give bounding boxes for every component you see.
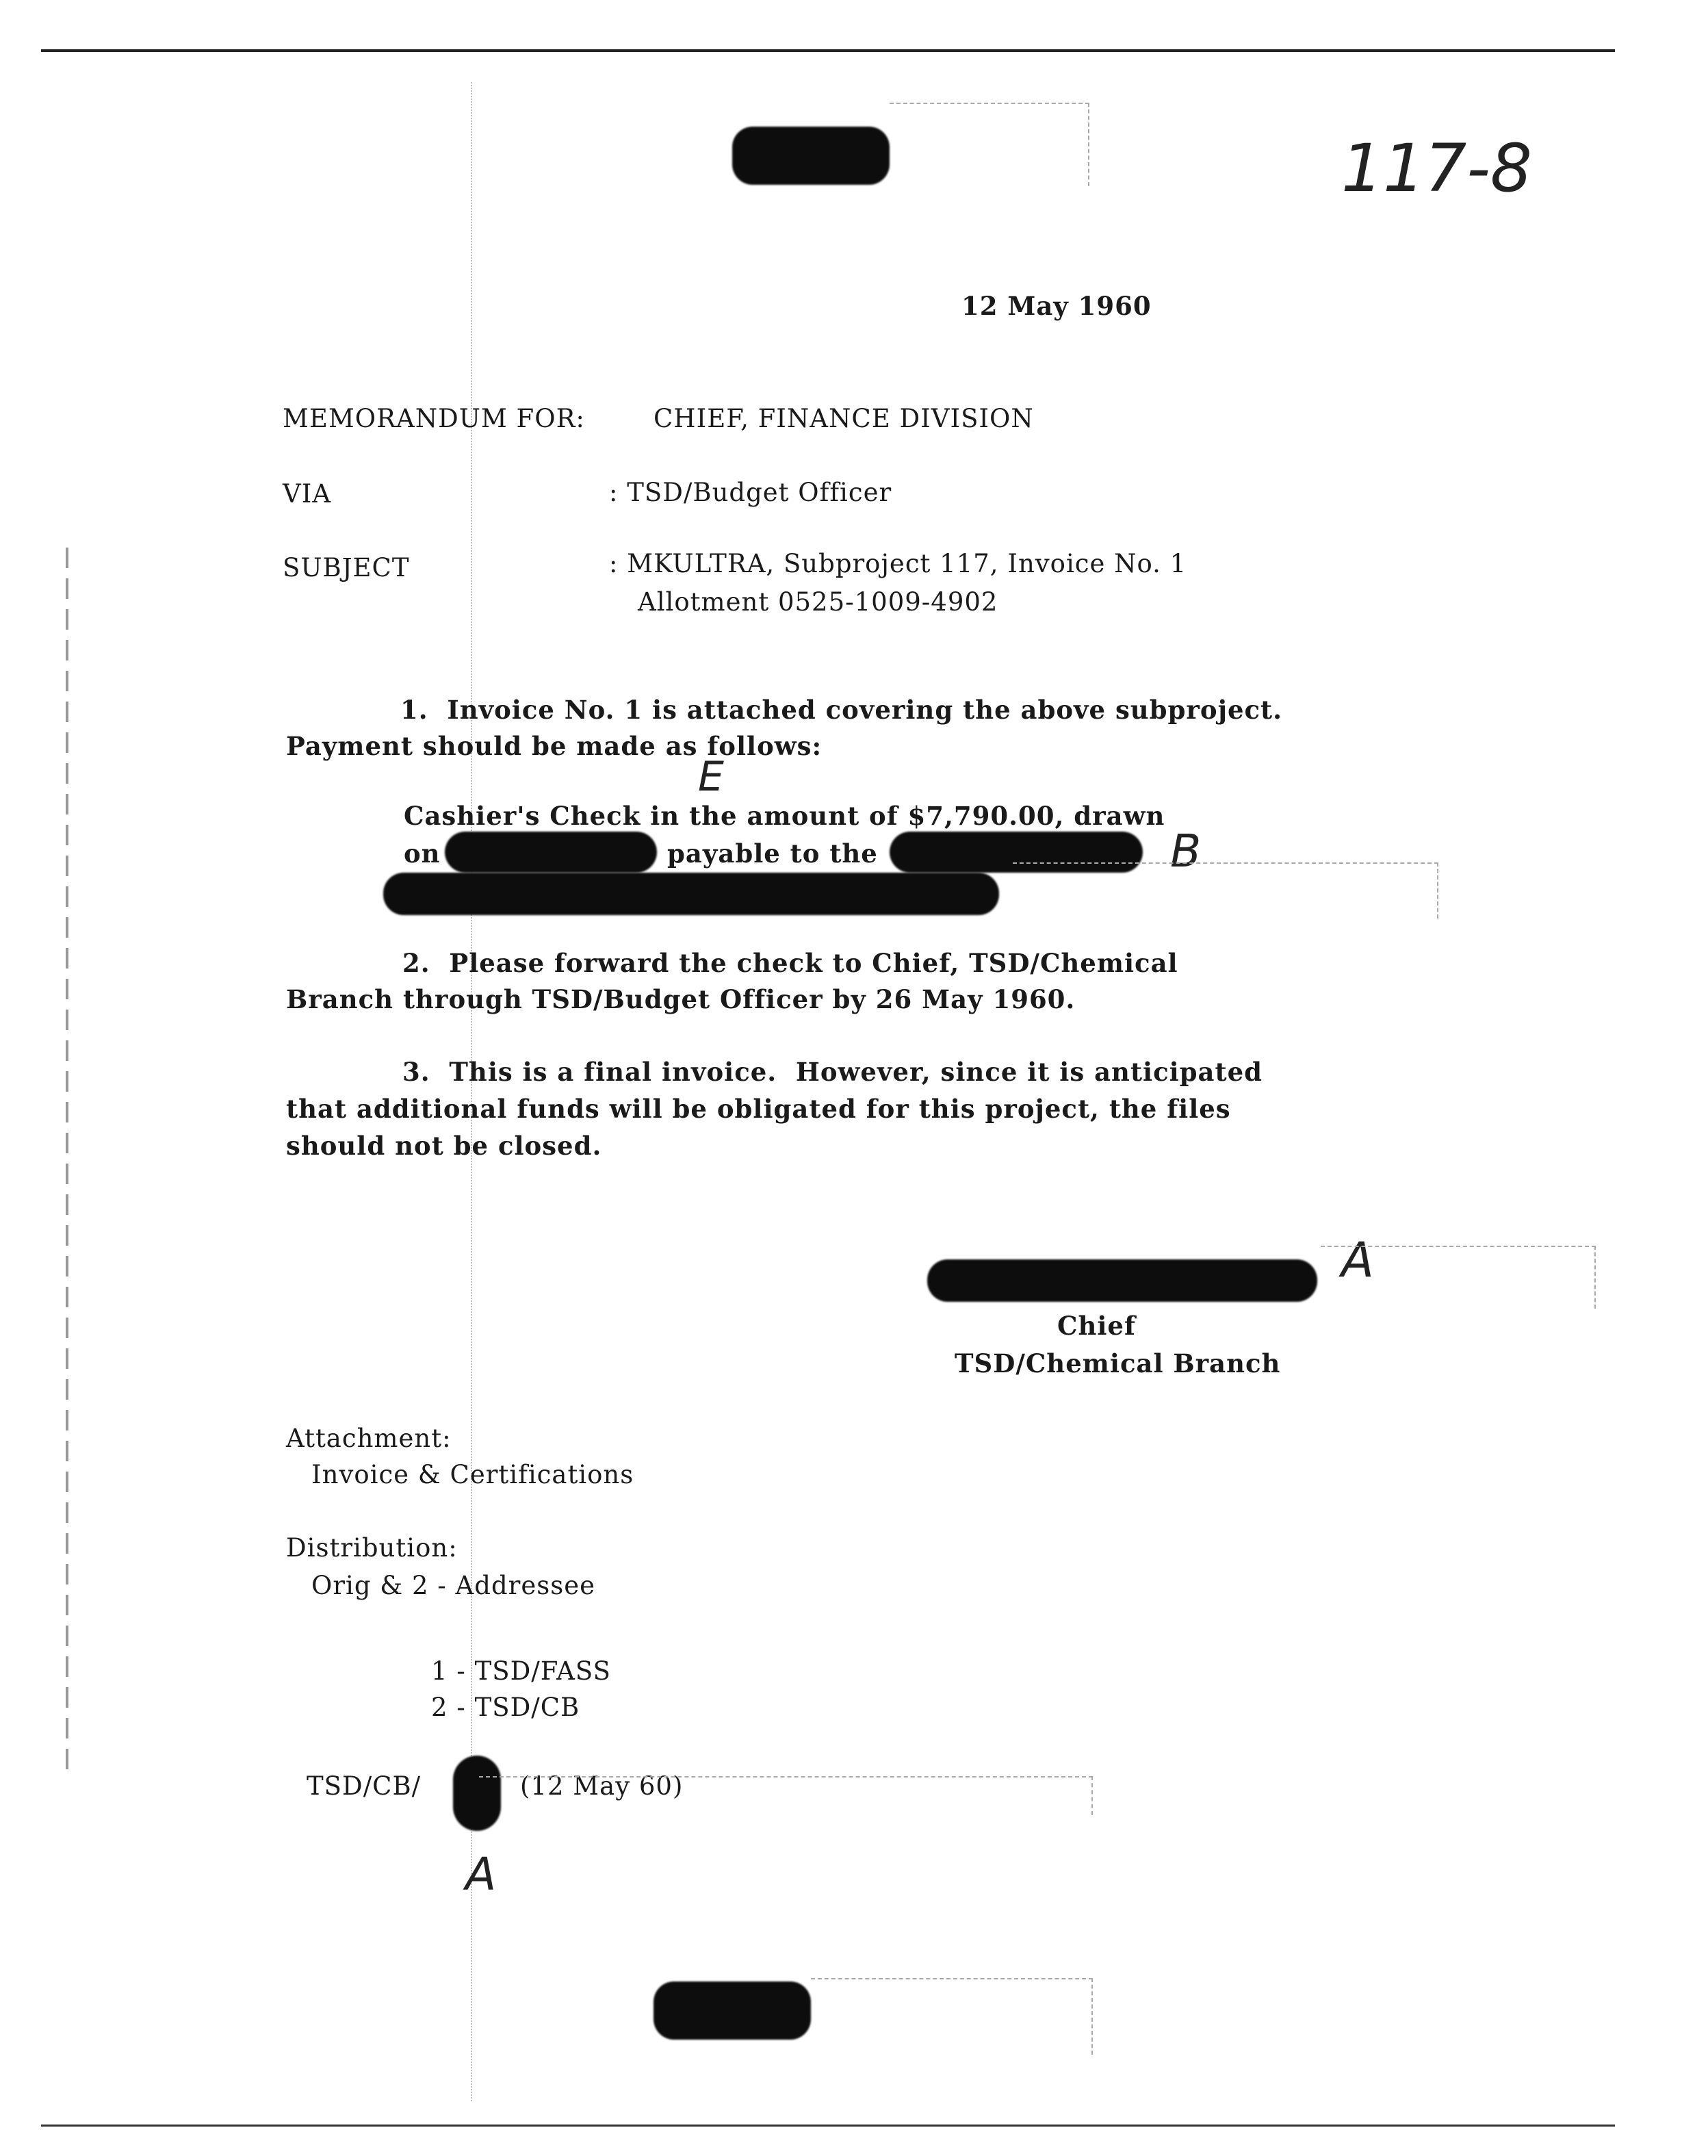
check-line-2-on: on <box>404 838 441 869</box>
para-1-line-2: Payment should be made as follows: <box>286 731 823 761</box>
signature-title-1: Chief <box>1057 1311 1136 1341</box>
header-box <box>890 103 1089 186</box>
redaction-payee-line-2 <box>383 873 999 915</box>
handwritten-e: E <box>698 753 724 801</box>
handwritten-a-bottom: A <box>465 1848 497 1901</box>
originator-prefix: TSD/CB/ <box>307 1771 422 1801</box>
distribution-label: Distribution: <box>286 1533 458 1563</box>
via-value: : TSD/Budget Officer <box>609 478 892 507</box>
memo-for-value: CHIEF, FINANCE DIVISION <box>654 404 1034 433</box>
check-line-1: Cashier's Check in the amount of $7,790.00, drawn <box>404 801 1165 831</box>
memo-date: 12 May 1960 <box>961 291 1152 321</box>
handwritten-a-signature: A <box>1341 1232 1374 1288</box>
para-1-line-1: 1. Invoice No. 1 is attached covering the above subproject. <box>400 695 1283 725</box>
distribution-item: 2 - TSD/CB <box>431 1693 580 1722</box>
handwritten-b: B <box>1170 825 1202 877</box>
redaction-bank <box>445 832 657 873</box>
subject-label: SUBJECT <box>283 553 410 582</box>
para-2-line-1: 2. Please forward the check to Chief, TSD/Chemical <box>402 948 1178 978</box>
page-number: 117-8 <box>1341 130 1532 207</box>
signature-box <box>1321 1246 1596 1309</box>
originator-box <box>479 1776 1093 1815</box>
para-2-line-2: Branch through TSD/Budget Officer by 26 May 1960. <box>286 984 1076 1014</box>
para-3-line-2: that additional funds will be obligated for this project, the files <box>286 1094 1231 1124</box>
para-3-line-3: should not be closed. <box>286 1131 602 1161</box>
signature-title-2: TSD/Chemical Branch <box>955 1348 1281 1378</box>
distribution-item: Orig & 2 - Addressee <box>311 1571 596 1600</box>
top-rule <box>41 49 1615 52</box>
originator-date: (12 May 60) <box>520 1771 684 1801</box>
redaction-header <box>732 127 890 185</box>
redaction-footer <box>654 1981 811 2040</box>
redaction-signature <box>927 1259 1317 1302</box>
attachment-label: Attachment: <box>286 1424 452 1453</box>
distribution-item: 1 - TSD/FASS <box>431 1656 611 1686</box>
attachment-value: Invoice & Certifications <box>311 1460 634 1489</box>
footer-box <box>811 1978 1093 2055</box>
subject-line-1: : MKULTRA, Subproject 117, Invoice No. 1 <box>609 549 1187 578</box>
via-label: VIA <box>283 479 332 509</box>
payee-box <box>1013 862 1438 919</box>
subject-line-2: Allotment 0525-1009-4902 <box>638 587 998 617</box>
para-3-line-1: 3. This is a final invoice. However, since it is anticipated <box>402 1057 1263 1087</box>
memo-for-label: MEMORANDUM FOR: <box>283 404 585 433</box>
scan-edge <box>66 548 68 1780</box>
bottom-rule <box>41 2125 1615 2127</box>
check-line-2-payable: payable to the <box>667 838 878 869</box>
